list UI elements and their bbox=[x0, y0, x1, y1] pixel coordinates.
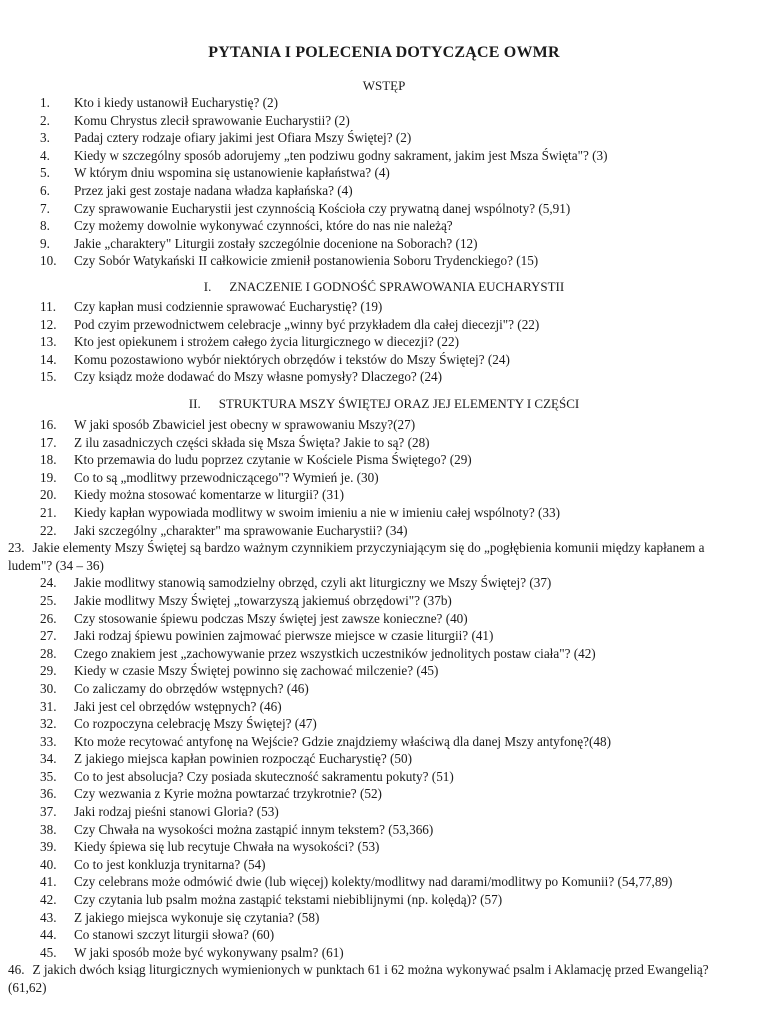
section-1-number: I. bbox=[203, 279, 212, 294]
question-text: Kiedy w szczególny sposób adorujemy „ten podziwu godny sakrament, jakim jest Msza Święta"? (3) bbox=[74, 147, 608, 163]
question-item bbox=[40, 147, 724, 165]
question-text: Kiedy w czasie Mszy Świętej powinno się zachować milczenie? (45) bbox=[74, 663, 439, 679]
question-item bbox=[40, 333, 724, 351]
question-number: 21. bbox=[40, 504, 57, 520]
question-item bbox=[40, 434, 724, 452]
question-item bbox=[40, 785, 724, 803]
question-number: 41. bbox=[40, 874, 57, 890]
question-item bbox=[40, 298, 724, 316]
question-text: Pod czyim przewodnictwem celebracje „winny być przykładem dla całej diecezji"? (22) bbox=[74, 316, 540, 332]
question-number: 30. bbox=[40, 680, 57, 696]
question-item bbox=[40, 627, 724, 645]
question-item bbox=[40, 750, 724, 768]
question-item bbox=[40, 891, 724, 909]
question-item bbox=[40, 768, 724, 786]
question-item bbox=[40, 592, 724, 610]
question-number: 1. bbox=[40, 95, 50, 110]
question-item bbox=[40, 645, 724, 663]
question-text: W którym dniu wspomina się ustanowienie kapłaństwa? (4) bbox=[74, 165, 390, 181]
question-item bbox=[40, 252, 724, 270]
question-number: 12. bbox=[40, 316, 57, 332]
question-text: W jaki sposób może być wykonywany psalm? (61) bbox=[74, 944, 344, 960]
question-number: 22. bbox=[40, 522, 57, 538]
question-item bbox=[40, 112, 724, 130]
question-text: Czy wezwania z Kyrie można powtarzać trzykrotnie? (52) bbox=[74, 786, 382, 802]
question-number: 10. bbox=[40, 253, 57, 269]
question-number: 42. bbox=[40, 892, 57, 908]
question-item bbox=[40, 368, 724, 386]
section-1-heading bbox=[0, 279, 768, 295]
question-item bbox=[40, 698, 724, 716]
question-text: Komu Chrystus zlecił sprawowanie Eucharystii? (2) bbox=[74, 112, 350, 128]
question-text: Czy celebrans może odmówić dwie (lub więcej) kolekty/modlitwy nad darami/modlitwy po Komunii? (54,77,89) bbox=[74, 874, 673, 890]
question-number: 39. bbox=[40, 839, 57, 855]
section-2-question-list bbox=[8, 416, 724, 997]
question-item bbox=[40, 416, 724, 434]
question-text: Co stanowi szczyt liturgii słowa? (60) bbox=[74, 927, 275, 943]
question-number: 46. bbox=[8, 962, 25, 978]
question-text: W jaki sposób Zbawiciel jest obecny w sprawowaniu Mszy?(27) bbox=[74, 417, 416, 432]
question-item bbox=[40, 574, 724, 592]
question-item bbox=[40, 909, 724, 927]
question-number: 13. bbox=[40, 334, 57, 350]
section-1-title: ZNACZENIE I GODNOŚĆ SPRAWOWANIA EUCHARYSTII bbox=[229, 279, 565, 294]
question-number: 25. bbox=[40, 592, 57, 608]
question-number: 11. bbox=[40, 299, 56, 314]
question-text: Czy Chwała na wysokości można zastąpić innym tekstem? (53,366) bbox=[74, 821, 434, 837]
question-number: 14. bbox=[40, 351, 57, 367]
question-number: 2. bbox=[40, 112, 50, 128]
section-2-heading bbox=[0, 396, 768, 412]
question-item bbox=[40, 504, 724, 522]
question-text: Czy kapłan musi codziennie sprawować Eucharystię? (19) bbox=[74, 299, 383, 314]
question-number: 29. bbox=[40, 663, 57, 679]
question-text: Kto i kiedy ustanowił Eucharystię? (2) bbox=[74, 95, 278, 110]
page-title: PYTANIA I POLECENIA DOTYCZĄCE OWMR bbox=[208, 44, 560, 61]
question-text: Czy Sobór Watykański II całkowicie zmienił postanowienia Soboru Trydenckiego? (15) bbox=[74, 253, 539, 269]
question-item bbox=[40, 821, 724, 839]
question-text: Czy możemy dowolnie wykonywać czynności, które do nas nie należą? bbox=[74, 218, 453, 234]
question-text: Jakie modlitwy Mszy Świętej „towarzyszą jakiemuś obrzędowi"? (37b) bbox=[74, 592, 452, 608]
question-item bbox=[40, 680, 724, 698]
question-number: 34. bbox=[40, 751, 57, 767]
question-number: 38. bbox=[40, 821, 57, 837]
question-item bbox=[40, 522, 724, 540]
question-text: Co to są „modlitwy przewodniczącego"? Wymień je. (30) bbox=[74, 469, 379, 485]
question-text: Jaki rodzaj śpiewu powinien zajmować pierwsze miejsce w czasie liturgii? (41) bbox=[74, 628, 494, 644]
question-item bbox=[40, 164, 724, 182]
question-number: 6. bbox=[40, 182, 50, 198]
question-number: 16. bbox=[40, 417, 57, 432]
question-number: 20. bbox=[40, 487, 57, 503]
question-item bbox=[40, 662, 724, 680]
question-text: Jaki jest cel obrzędów wstępnych? (46) bbox=[74, 698, 282, 714]
question-text: Co zaliczamy do obrzędów wstępnych? (46) bbox=[74, 680, 309, 696]
question-text: Kto może recytować antyfonę na Wejście? Gdzie znajdziemy właściwą dla danej Mszy antyfonę?(48) bbox=[74, 733, 611, 749]
question-number: 18. bbox=[40, 452, 57, 468]
question-item bbox=[40, 715, 724, 733]
question-number: 15. bbox=[40, 369, 57, 385]
question-number: 37. bbox=[40, 804, 57, 820]
question-number: 36. bbox=[40, 786, 57, 802]
question-text: Kiedy kapłan wypowiada modlitwy w swoim imieniu a nie w imieniu całej wspólnoty? (33) bbox=[74, 504, 561, 520]
question-number: 19. bbox=[40, 469, 57, 485]
question-number: 7. bbox=[40, 200, 50, 216]
question-text: Kiedy można stosować komentarze w liturgii? (31) bbox=[74, 487, 345, 503]
question-item bbox=[40, 351, 724, 369]
question-item bbox=[40, 469, 724, 487]
question-number: 9. bbox=[40, 235, 50, 251]
intro-question-list bbox=[40, 94, 724, 270]
question-number: 3. bbox=[40, 130, 50, 146]
question-item bbox=[40, 926, 724, 944]
question-item bbox=[40, 873, 724, 891]
question-text: Z jakich dwóch ksiąg liturgicznych wymienionych w punktach 61 i 62 można wykonywać psalm i Aklamację przed Ewangelią? (61,62) bbox=[8, 962, 709, 995]
question-text: Jakie modlitwy stanowią samodzielny obrzęd, czyli akt liturgiczny we Mszy Świętej? (37) bbox=[74, 575, 552, 591]
question-item bbox=[40, 200, 724, 218]
question-number: 45. bbox=[40, 944, 57, 960]
question-number: 23. bbox=[8, 540, 25, 556]
question-text: Przez jaki gest zostaje nadana władza kapłańska? (4) bbox=[74, 182, 353, 198]
question-text: Jaki szczególny „charakter" ma sprawowanie Eucharystii? (34) bbox=[74, 522, 408, 538]
question-item bbox=[40, 803, 724, 821]
question-number: 33. bbox=[40, 733, 57, 749]
question-number: 40. bbox=[40, 856, 57, 872]
question-item bbox=[40, 235, 724, 253]
question-item bbox=[40, 944, 724, 962]
question-number: 35. bbox=[40, 768, 57, 784]
question-number: 31. bbox=[40, 698, 57, 714]
question-text: Co rozpoczyna celebrację Mszy Świętej? (47) bbox=[74, 716, 317, 732]
question-item bbox=[40, 316, 724, 334]
question-item bbox=[40, 129, 724, 147]
question-text: Czy stosowanie śpiewu podczas Mszy świętej jest zawsze konieczne? (40) bbox=[74, 610, 468, 626]
intro-heading: WSTĘP bbox=[362, 78, 406, 93]
question-text: Czego znakiem jest „zachowywanie przez wszystkich uczestników jednolitych postaw ciała"? (42) bbox=[74, 645, 596, 661]
question-text: Z ilu zasadniczych części składa się Msza Święta? Jakie to są? (28) bbox=[74, 434, 430, 450]
question-text: Czy ksiądz może dodawać do Mszy własne pomysły? Dlaczego? (24) bbox=[74, 369, 443, 385]
question-text: Komu pozostawiono wybór niektórych obrzędów i tekstów do Mszy Świętej? (24) bbox=[74, 351, 510, 367]
question-number: 28. bbox=[40, 645, 57, 661]
question-item bbox=[8, 539, 724, 574]
question-text: Z jakiego miejsca kapłan powinien rozpocząć Eucharystię? (50) bbox=[74, 751, 412, 767]
question-text: Z jakiego miejsca wykonuje się czytania? (58) bbox=[74, 909, 320, 925]
question-item bbox=[40, 610, 724, 628]
question-number: 32. bbox=[40, 716, 57, 732]
question-number: 5. bbox=[40, 165, 50, 181]
question-text: Kiedy śpiewa się lub recytuje Chwała na wysokości? (53) bbox=[74, 839, 380, 855]
question-item bbox=[40, 856, 724, 874]
question-number: 44. bbox=[40, 927, 57, 943]
section-2-title: STRUKTURA MSZY ŚWIĘTEJ ORAZ JEJ ELEMENTY I CZĘŚCI bbox=[218, 396, 580, 411]
question-item bbox=[40, 182, 724, 200]
question-item bbox=[40, 217, 724, 235]
question-item bbox=[40, 838, 724, 856]
question-number: 17. bbox=[40, 434, 57, 450]
question-text: Czy sprawowanie Eucharystii jest czynnością Kościoła czy prywatną danej wspólnoty? (5,91) bbox=[74, 200, 571, 216]
question-text: Co to jest absolucja? Czy posiada skuteczność sakramentu pokuty? (51) bbox=[74, 768, 454, 784]
question-item bbox=[40, 486, 724, 504]
question-text: Jakie elementy Mszy Świętej są bardzo ważnym czynnikiem przyczyniającym się do „pogłębienia komunii między kapłanem a ludem"? (34 – 36) bbox=[8, 540, 705, 573]
question-text: Jaki rodzaj pieśni stanowi Gloria? (53) bbox=[74, 804, 279, 820]
question-number: 43. bbox=[40, 909, 57, 925]
question-number: 8. bbox=[40, 218, 50, 234]
question-number: 24. bbox=[40, 575, 57, 591]
question-text: Kto jest opiekunem i strożem całego życia liturgicznego w diecezji? (22) bbox=[74, 334, 459, 350]
section-1-question-list bbox=[40, 298, 724, 386]
question-text: Co to jest konkluzja trynitarna? (54) bbox=[74, 856, 266, 872]
question-number: 4. bbox=[40, 147, 50, 163]
question-number: 27. bbox=[40, 628, 57, 644]
question-item bbox=[8, 961, 724, 996]
question-number: 26. bbox=[40, 610, 57, 626]
question-item bbox=[40, 733, 724, 751]
section-2-number: II. bbox=[188, 396, 201, 411]
question-item bbox=[40, 451, 724, 469]
question-text: Jakie „charaktery" Liturgii zostały szczególnie docenione na Soborach? (12) bbox=[74, 235, 478, 251]
question-item bbox=[40, 94, 724, 112]
question-text: Kto przemawia do ludu poprzez czytanie w Kościele Pisma Świętego? (29) bbox=[74, 452, 472, 468]
question-text: Czy czytania lub psalm można zastąpić tekstami niebiblijnymi (np. kolędą)? (57) bbox=[74, 892, 503, 908]
question-text: Padaj cztery rodzaje ofiary jakimi jest Ofiara Mszy Świętej? (2) bbox=[74, 130, 412, 146]
